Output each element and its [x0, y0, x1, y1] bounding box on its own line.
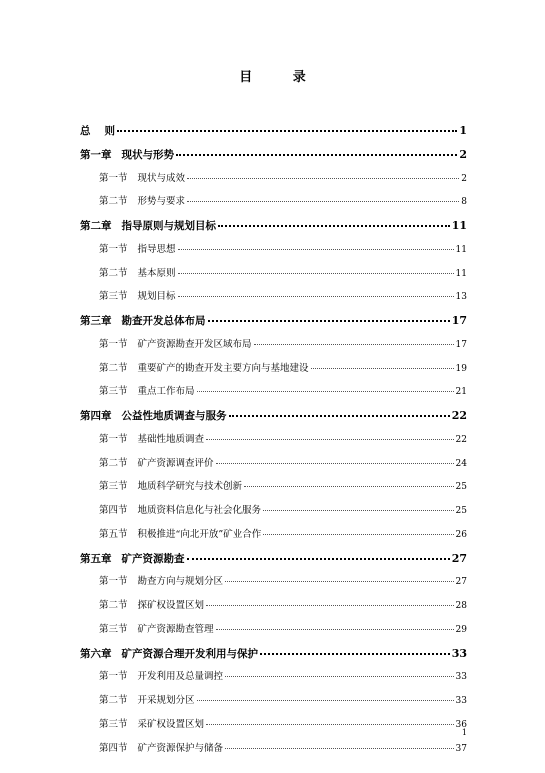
toc-entry-number: 第三节	[99, 481, 128, 493]
dot-leader	[187, 169, 459, 179]
toc-section-entry[interactable]	[80, 501, 467, 525]
dot-leader	[197, 691, 454, 701]
toc-entry-page: 33	[455, 672, 467, 683]
toc-entry-title: 勘查开发总体布局	[121, 315, 206, 327]
toc-entry-page: 2	[459, 147, 467, 161]
toc-entry-page: 17	[455, 339, 467, 350]
toc-entry-page: 25	[455, 482, 467, 493]
toc-section-entry[interactable]	[80, 715, 467, 739]
toc-entry-title: 规划目标	[137, 291, 176, 303]
dot-leader	[206, 715, 454, 725]
toc-chapter-entry[interactable]	[80, 644, 467, 668]
toc-entry-page: 24	[455, 458, 467, 469]
toc-entry-page: 29	[455, 624, 467, 635]
toc-entry-number: 第五节	[99, 528, 128, 540]
toc-entry-number: 第一节	[99, 338, 128, 350]
toc-entry-number: 第一节	[99, 433, 128, 445]
dot-leader	[229, 405, 450, 417]
toc-entry-title: 矿产资源保护与储备	[137, 742, 224, 754]
toc-entry-number: 第一章	[80, 148, 112, 161]
toc-entry-page: 26	[455, 529, 467, 540]
dot-leader	[117, 120, 457, 132]
toc-entry-title: 矿产资源勘查管理	[137, 623, 214, 635]
toc-section-entry[interactable]	[80, 287, 467, 311]
toc-chapter-entry[interactable]	[80, 145, 467, 169]
dot-leader	[206, 596, 454, 606]
toc-entry-number: 第二章	[80, 220, 112, 232]
toc-section-entry[interactable]	[80, 430, 467, 454]
toc-entry-title: 地质资料信息化与社会化服务	[137, 505, 262, 516]
toc-entry-number: 第三节	[99, 291, 128, 303]
dot-leader	[178, 240, 454, 250]
dot-leader	[225, 667, 454, 677]
toc-entry-title: 采矿权设置区划	[137, 718, 205, 730]
toc-entry-number: 第三节	[99, 386, 128, 398]
toc-entry-page: 11	[455, 268, 467, 279]
dot-leader	[197, 382, 454, 392]
toc-section-entry[interactable]	[80, 620, 467, 644]
toc-entry-page: 2	[461, 173, 467, 184]
toc-entry-number: 总	[80, 125, 91, 137]
toc-entry-number: 第三章	[80, 315, 112, 327]
toc-entry-number: 第一节	[99, 172, 128, 184]
toc-chapter-entry[interactable]	[80, 549, 467, 573]
dot-leader	[216, 620, 454, 630]
toc-entry-number: 第六章	[80, 647, 112, 660]
toc-entry-number: 第一节	[99, 576, 128, 588]
toc-entry-title: 矿产资源勘查开发区域布局	[137, 338, 252, 350]
toc-entry-page: 22	[455, 434, 467, 445]
toc-entry-title: 勘查方向与规划分区	[137, 576, 224, 588]
toc-section-entry[interactable]	[80, 691, 467, 715]
toc-entry-page: 33	[455, 696, 467, 706]
toc-entry-number: 第二节	[99, 362, 128, 374]
dot-leader	[225, 739, 454, 749]
toc-entry-title: 公益性地质调查与服务	[121, 410, 227, 422]
toc-entry-page: 33	[451, 646, 467, 660]
toc-entry-title: 开发利用及总量调控	[137, 671, 224, 683]
dot-leader	[216, 454, 454, 464]
toc-entry-page: 11	[451, 219, 467, 232]
toc-section-entry[interactable]	[80, 739, 467, 763]
toc-entry-number: 第二节	[99, 267, 128, 279]
toc-entry-title: 指导思想	[137, 243, 176, 255]
toc-entry-page: 36	[455, 719, 467, 730]
toc-entry-page: 25	[455, 506, 467, 516]
dot-leader	[263, 525, 453, 535]
toc-chapter-entry[interactable]	[80, 216, 467, 240]
toc-entry-number: 第五章	[80, 552, 112, 565]
toc-entry-number: 第一节	[99, 671, 128, 683]
dot-leader	[263, 501, 454, 511]
toc-section-entry[interactable]	[80, 525, 467, 549]
dot-leader	[176, 144, 457, 156]
toc-section-entry[interactable]	[80, 667, 467, 691]
toc-section-entry[interactable]	[80, 335, 467, 359]
toc-entry-number: 第二节	[99, 600, 128, 611]
page-title: 目 录	[239, 70, 324, 85]
toc-entry-title: 地质科学研究与技术创新	[137, 481, 243, 493]
toc-entry-title: 矿产资源合理开发利用与保护	[121, 647, 258, 660]
toc-entry-title: 矿产资源勘查	[121, 552, 185, 565]
toc-entry-number: 第三节	[99, 623, 128, 635]
page-number: 1	[461, 728, 467, 737]
toc-entry-title: 开采规划分区	[137, 695, 195, 706]
toc-section-entry[interactable]	[80, 454, 467, 478]
toc-entry-page: 11	[455, 244, 467, 255]
toc-chapter-entry[interactable]	[80, 311, 467, 335]
toc-entry-number: 第二节	[99, 196, 128, 208]
toc-entry-page: 8	[461, 197, 467, 208]
toc-entry-title: 矿产资源调查评价	[137, 457, 214, 469]
toc-entry-title: 探矿权设置区划	[137, 600, 205, 611]
toc-section-entry[interactable]	[80, 477, 467, 501]
dot-leader	[178, 287, 454, 297]
toc-entry-page: 1	[459, 124, 467, 137]
dot-leader	[187, 192, 459, 202]
toc-entry-title: 现状与形势	[121, 148, 174, 161]
toc-entry-page: 27	[451, 551, 467, 565]
toc-entry-number: 第四章	[80, 410, 112, 422]
toc-entry-page: 22	[451, 409, 467, 422]
toc-section-entry[interactable]	[80, 382, 467, 406]
dot-leader	[206, 430, 454, 440]
dot-leader	[260, 643, 450, 655]
toc-section-entry[interactable]	[80, 169, 467, 193]
toc-entry-number: 第一节	[99, 243, 128, 255]
toc-section-entry[interactable]	[80, 359, 467, 383]
toc-entry-title: 指导原则与规划目标	[121, 220, 216, 232]
dot-leader	[254, 335, 454, 345]
dot-leader	[218, 215, 450, 227]
toc-entry-page: 21	[455, 387, 467, 398]
toc-entry-title: 形势与要求	[137, 196, 186, 208]
toc-entry-page: 19	[455, 363, 467, 374]
table-of-contents	[80, 121, 467, 762]
dot-leader	[225, 572, 454, 582]
toc-entry-title: 现状与成效	[137, 172, 186, 184]
toc-section-entry[interactable]	[80, 572, 467, 596]
toc-entry-title: 基本原则	[137, 267, 176, 279]
toc-section-entry[interactable]	[80, 264, 467, 288]
dot-leader	[311, 359, 454, 369]
toc-entry-number: 第二节	[99, 457, 128, 469]
toc-entry-page: 17	[451, 314, 467, 327]
toc-entry-page: 13	[455, 292, 467, 303]
toc-entry-title: 则	[104, 125, 115, 137]
dot-leader	[244, 477, 454, 487]
toc-entry-number: 第三节	[99, 718, 128, 730]
toc-entry-page: 28	[455, 601, 467, 611]
dot-leader	[178, 264, 454, 274]
toc-entry-page: 37	[455, 743, 467, 754]
dot-leader	[208, 310, 450, 322]
toc-entry-number: 第四节	[99, 742, 128, 754]
toc-section-entry[interactable]	[80, 192, 467, 216]
toc-entry-page: 27	[455, 577, 467, 588]
toc-entry-number: 第四节	[99, 505, 128, 516]
toc-entry-title: 重要矿产的勘查开发主要方向与基地建设	[137, 362, 309, 374]
dot-leader	[187, 548, 450, 560]
toc-section-entry[interactable]	[80, 240, 467, 264]
toc-entry-number: 第二节	[99, 695, 128, 706]
toc-entry-title: 重点工作布局	[137, 386, 195, 398]
toc-chapter-entry[interactable]	[80, 406, 467, 430]
toc-chapter-entry[interactable]	[80, 121, 467, 145]
toc-entry-title: 基础性地质调查	[137, 433, 205, 445]
toc-entry-title: 积极推进“向北开放”矿业合作	[137, 528, 262, 540]
toc-section-entry[interactable]	[80, 596, 467, 620]
